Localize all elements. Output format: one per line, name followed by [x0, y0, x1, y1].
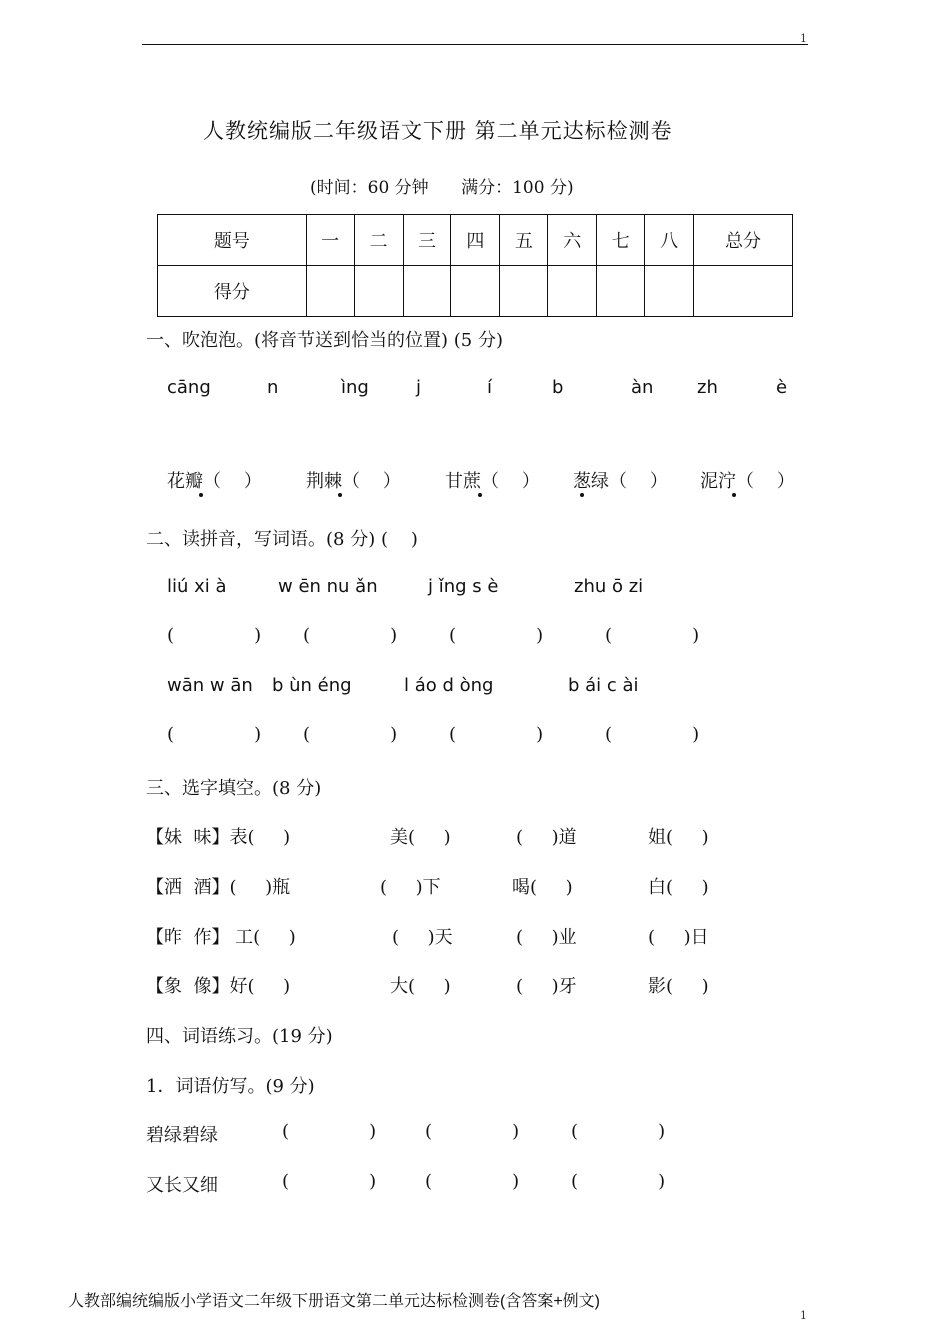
answer-blank[interactable]: ( ) [571, 1171, 666, 1192]
pinyin-syllable: cāng [167, 377, 211, 398]
pinyin-syllable: zh [697, 377, 718, 398]
score-cell[interactable] [306, 266, 354, 317]
page-number-bottom: 1 [800, 1309, 807, 1322]
answer-blank[interactable]: ( ) [167, 625, 262, 646]
score-header-cell: 三 [403, 215, 451, 266]
word-with-dotted-char: 泥泞（ ） [700, 471, 795, 492]
score-row-label: 得分 [158, 266, 307, 317]
score-cell[interactable] [645, 266, 694, 317]
score-cell[interactable] [597, 266, 645, 317]
pinyin-word: b ùn éng [272, 675, 352, 696]
pinyin-syllable: è [776, 377, 788, 398]
header-rule [142, 44, 808, 45]
pinyin-word: j ǐng s è [428, 576, 499, 597]
emphasis-dot [338, 493, 342, 497]
score-cell[interactable] [451, 266, 500, 317]
score-table [157, 214, 793, 317]
score-cell[interactable] [694, 266, 793, 317]
score-cell[interactable] [403, 266, 451, 317]
fill-item[interactable]: 【昨 作】 工( ) [146, 927, 296, 948]
section4-sub1: 1．词语仿写。(9 分) [146, 1076, 315, 1097]
fill-item[interactable]: 美( ) [390, 827, 451, 848]
answer-blank[interactable]: ( ) [282, 1121, 377, 1142]
answer-blank[interactable]: ( ) [282, 1171, 377, 1192]
answer-blank[interactable]: ( ) [425, 1121, 520, 1142]
page-number-top: 1 [800, 32, 807, 45]
pinyin-syllable: j [416, 377, 422, 398]
pinyin-syllable: n [267, 377, 279, 398]
fill-item[interactable]: ( )日 [648, 927, 709, 948]
word-with-dotted-char: 荆棘（ ） [306, 471, 401, 492]
word-with-dotted-char: 葱绿（ ） [573, 471, 668, 492]
example-word: 碧绿碧绿 [146, 1125, 218, 1146]
pinyin-word: wān w ān [167, 675, 253, 696]
score-table-score-row [158, 266, 793, 317]
pinyin-word: l áo d òng [404, 675, 494, 696]
pinyin-word: b ái c ài [568, 675, 639, 696]
emphasis-dot [732, 493, 736, 497]
word-with-dotted-char: 花瓣（ ） [167, 471, 262, 492]
fill-item[interactable]: 喝( ) [512, 877, 573, 898]
page-title: 人教统编版二年级语文下册 第二单元达标检测卷 [203, 119, 673, 143]
answer-blank[interactable]: ( ) [449, 724, 544, 745]
fill-item[interactable]: ( )下 [380, 877, 441, 898]
score-header-cell: 二 [354, 215, 403, 266]
fill-item[interactable]: 影( ) [648, 976, 709, 997]
score-table-header-row [158, 215, 793, 266]
fill-item[interactable]: ( )天 [392, 927, 453, 948]
example-word: 又长又细 [146, 1175, 218, 1196]
emphasis-dot [580, 493, 584, 497]
pinyin-word: zhu ō zi [574, 576, 644, 597]
section3-heading: 三、选字填空。(8 分) [146, 778, 322, 799]
score-cell[interactable] [354, 266, 403, 317]
fill-item[interactable]: 白( ) [648, 877, 709, 898]
section2-heading: 二、读拼音，写词语。(8 分) ( ) [146, 529, 418, 550]
answer-blank[interactable]: ( ) [425, 1171, 520, 1192]
document-footer-title: 人教部编统编版小学语文二年级下册语文第二单元达标检测卷(含答案+例文) [68, 1293, 601, 1310]
emphasis-dot [199, 493, 203, 497]
pinyin-syllable: b [552, 377, 564, 398]
fill-item[interactable]: 姐( ) [648, 827, 709, 848]
score-header-cell: 四 [451, 215, 500, 266]
answer-blank[interactable]: ( ) [303, 625, 398, 646]
fill-item[interactable]: 大( ) [390, 976, 451, 997]
fill-item[interactable]: ( )道 [516, 827, 577, 848]
pinyin-word: w ēn nu ǎn [278, 576, 378, 597]
section4-heading: 四、词语练习。(19 分) [146, 1026, 333, 1047]
score-header-cell: 一 [306, 215, 354, 266]
fill-item[interactable]: 【洒 酒】( )瓶 [146, 877, 291, 898]
score-cell[interactable] [500, 266, 548, 317]
answer-blank[interactable]: ( ) [605, 625, 700, 646]
score-cell[interactable] [548, 266, 597, 317]
section1-heading: 一、吹泡泡。(将音节送到恰当的位置) (5 分) [146, 330, 503, 351]
answer-blank[interactable]: ( ) [167, 724, 262, 745]
fill-item[interactable]: ( )牙 [516, 976, 577, 997]
pinyin-syllable: í [487, 377, 493, 398]
exam-info: (时间：60 分钟 满分：100 分) [310, 178, 574, 198]
pinyin-syllable: ìng [341, 377, 369, 398]
score-header-cell: 题号 [158, 215, 307, 266]
score-header-cell: 六 [548, 215, 597, 266]
emphasis-dot [478, 493, 482, 497]
score-header-cell: 八 [645, 215, 694, 266]
score-header-cell: 七 [597, 215, 645, 266]
answer-blank[interactable]: ( ) [449, 625, 544, 646]
fill-item[interactable]: 【象 像】好( ) [146, 976, 291, 997]
fill-item[interactable]: ( )业 [516, 927, 577, 948]
word-with-dotted-char: 甘蔗（ ） [445, 471, 540, 492]
pinyin-word: liú xi à [167, 576, 227, 597]
fill-item[interactable]: 【妹 味】表( ) [146, 827, 291, 848]
answer-blank[interactable]: ( ) [303, 724, 398, 745]
answer-blank[interactable]: ( ) [571, 1121, 666, 1142]
pinyin-syllable: àn [631, 377, 654, 398]
answer-blank[interactable]: ( ) [605, 724, 700, 745]
score-header-cell: 总分 [694, 215, 793, 266]
score-header-cell: 五 [500, 215, 548, 266]
